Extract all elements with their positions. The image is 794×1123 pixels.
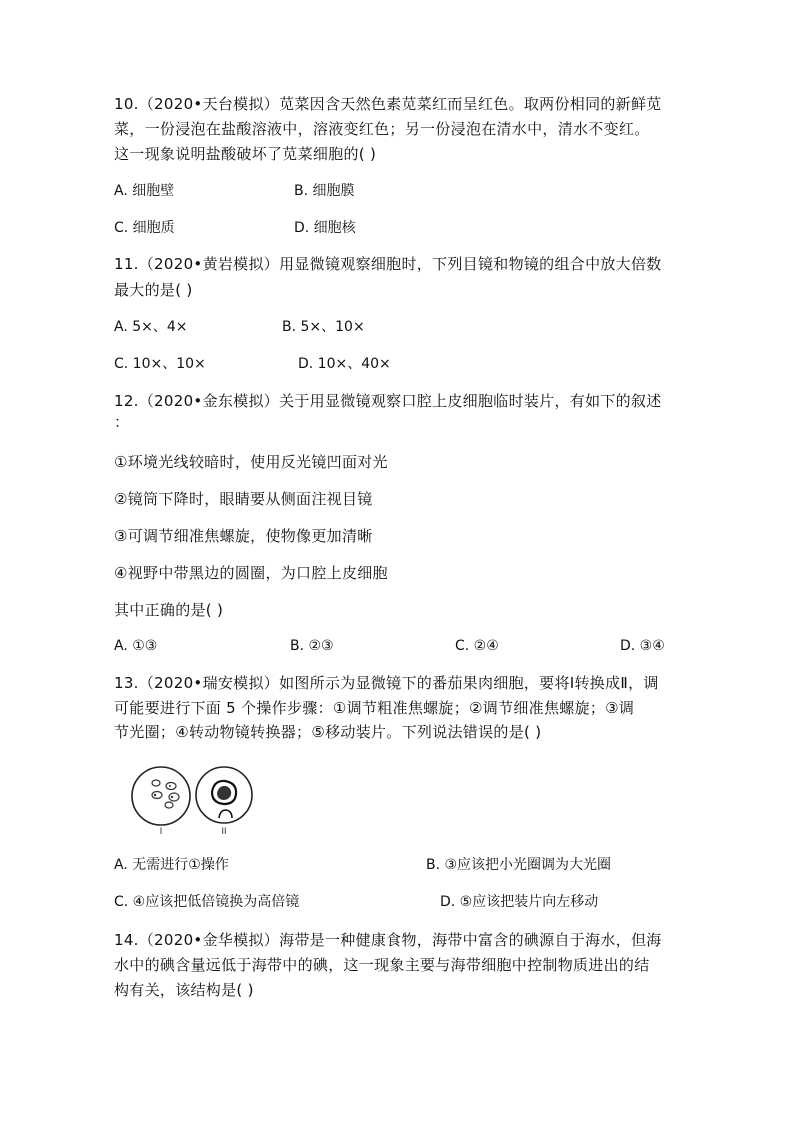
field-view-two (196, 767, 252, 823)
question-10-line-3: 这一现象说明盐酸破坏了苋菜细胞的( ) (114, 145, 377, 163)
question-12-statement-2: ②镜筒下降时，眼睛要从侧面注视目镜 (114, 490, 373, 508)
field-label-one: I (159, 826, 163, 836)
question-11-option-d: D. 10×、40× (298, 356, 391, 372)
question-11-option-b: B. 5×、10× (282, 319, 365, 335)
question-10-option-c: C. 细胞质 (114, 220, 175, 236)
question-12-line-1: 12.（2020•金东模拟）关于用显微镜观察口腔上皮细胞临时装片，有如下的叙述 (114, 392, 662, 410)
question-14-line-3: 构有关，该结构是( ) (114, 981, 254, 999)
question-10-option-b: B. 细胞膜 (294, 183, 355, 199)
question-12-statement-1: ①环境光线较暗时，使用反光镜凹面对光 (114, 453, 388, 471)
question-11-line-2: 最大的是( ) (114, 281, 193, 299)
microscope-field-figure (126, 764, 256, 836)
question-13-option-d: D. ⑤应该把装片向左移动 (440, 894, 599, 910)
question-12-option-c: C. ②④ (455, 638, 499, 654)
field-view-one (132, 767, 190, 825)
question-13-line-2: 可能要进行下面 5 个操作步骤：①调节粗准焦螺旋；②调节细准焦螺旋；③调 (114, 699, 635, 717)
question-12-option-d: D. ③④ (620, 638, 665, 654)
question-10-line-1: 10.（2020•天台模拟）苋菜因含天然色素苋菜红而呈红色。取两份相同的新鲜苋 (114, 95, 662, 113)
field-label-two: II (221, 826, 227, 836)
question-11-line-1: 11.（2020•黄岩模拟）用显微镜观察细胞时，下列目镜和物镜的组合中放大倍数 (114, 255, 662, 273)
question-10-option-d: D. 细胞核 (294, 220, 356, 236)
question-12-option-a: A. ①③ (114, 638, 158, 654)
question-12-statement-4: ④视野中带黑边的圆圈，为口腔上皮细胞 (114, 564, 388, 582)
question-14-line-2: 水中的碘含量远低于海带中的碘，这一现象主要与海带细胞中控制物质进出的结 (114, 956, 650, 974)
question-13-option-c: C. ④应该把低倍镜换为高倍镜 (114, 894, 300, 910)
question-10-line-2: 菜，一份浸泡在盐酸溶液中，溶液变红色；另一份浸泡在清水中，清水不变红。 (114, 120, 650, 138)
question-13-line-3: 节光圈；④转动物镜转换器；⑤移动装片。下列说法错误的是( ) (114, 723, 542, 741)
question-12-line-2: ： (114, 413, 130, 431)
question-13-line-1: 13.（2020•瑞安模拟）如图所示为显微镜下的番茄果肉细胞，要将Ⅰ转换成Ⅱ，调 (114, 674, 659, 692)
question-12-statement-3: ③可调节细准焦螺旋，使物像更加清晰 (114, 527, 373, 545)
question-11-option-c: C. 10×、10× (114, 356, 206, 372)
question-12-option-b: B. ②③ (290, 638, 334, 654)
question-10-option-a: A. 细胞壁 (114, 183, 175, 199)
question-13-option-b: B. ③应该把小光圈调为大光圈 (426, 857, 612, 873)
question-14-line-1: 14.（2020•金华模拟）海带是一种健康食物，海带中富含的碘源自于海水，但海 (114, 931, 662, 949)
microscope-fields-svg (126, 764, 256, 836)
question-11-option-a: A. 5×、4× (114, 319, 188, 335)
question-12-prompt: 其中正确的是( ) (114, 601, 224, 619)
question-13-option-a: A. 无需进行①操作 (114, 857, 229, 873)
